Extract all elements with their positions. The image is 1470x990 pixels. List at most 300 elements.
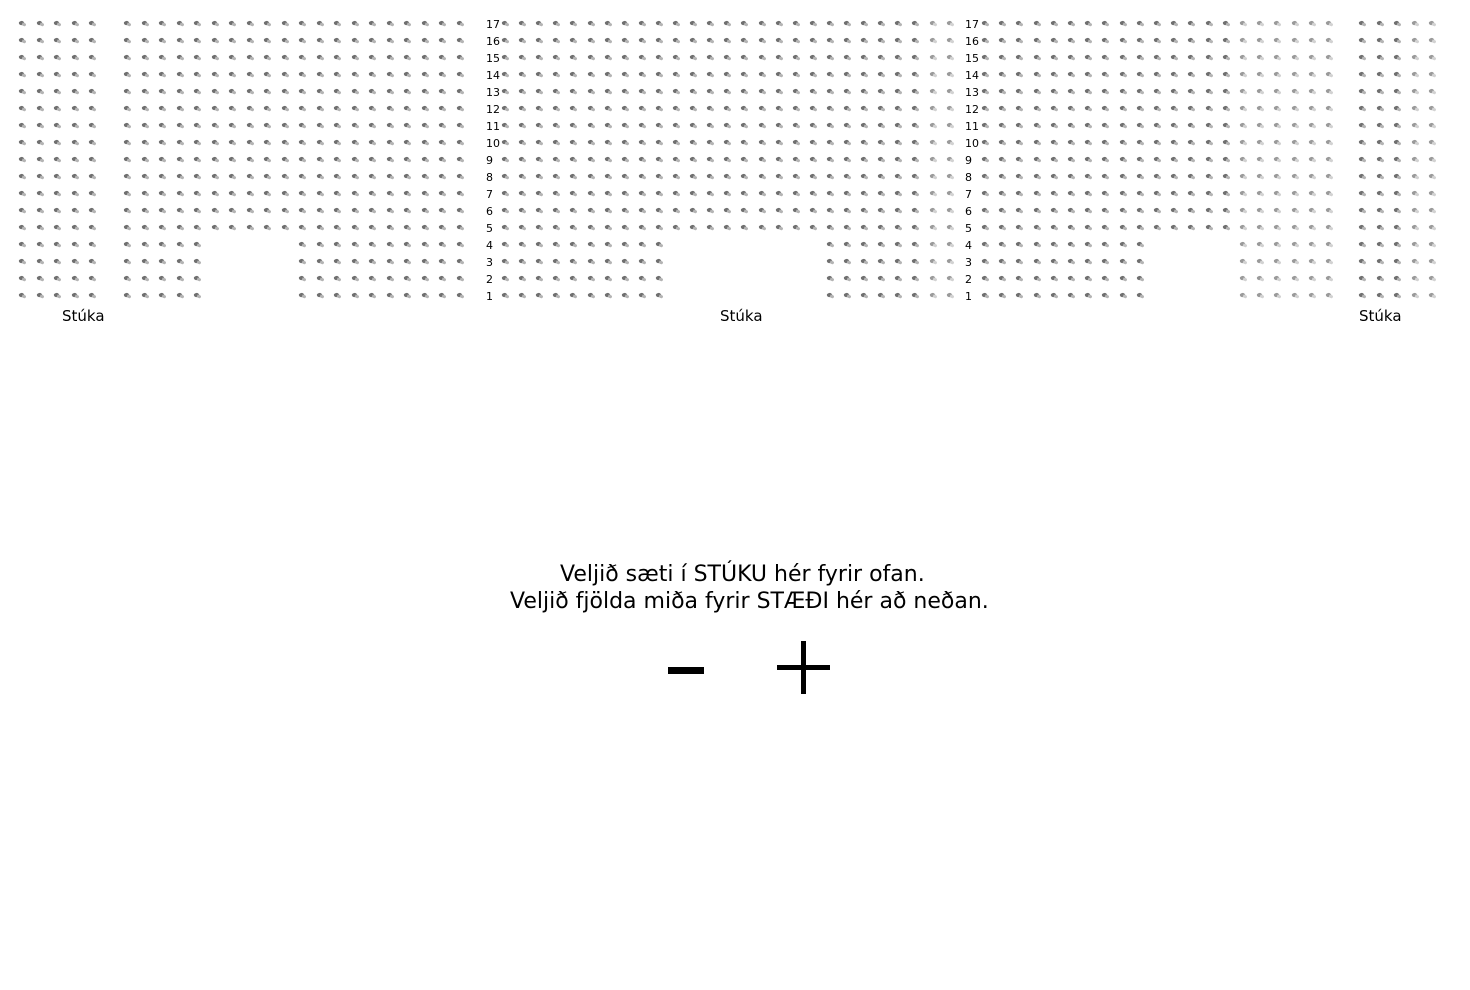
seat-button[interactable] xyxy=(280,154,291,165)
seat-button[interactable] xyxy=(1066,256,1077,267)
seat-button[interactable] xyxy=(1272,256,1283,267)
seat-button[interactable] xyxy=(910,188,921,199)
seat-button[interactable] xyxy=(455,18,466,29)
seat-button[interactable] xyxy=(757,86,768,97)
seat-button[interactable] xyxy=(705,120,716,131)
seat-button[interactable] xyxy=(791,86,802,97)
seat-button[interactable] xyxy=(192,69,203,80)
seat-button[interactable] xyxy=(1135,239,1146,250)
seat-button[interactable] xyxy=(332,188,343,199)
seat-button[interactable] xyxy=(534,18,545,29)
seat-button[interactable] xyxy=(210,86,221,97)
seat-button[interactable] xyxy=(157,205,168,216)
seat-button[interactable] xyxy=(175,52,186,63)
seat-button[interactable] xyxy=(1221,188,1232,199)
seat-button[interactable] xyxy=(122,137,133,148)
seat-button[interactable] xyxy=(227,35,238,46)
seat-button[interactable] xyxy=(910,137,921,148)
seat-button[interactable] xyxy=(192,256,203,267)
seat-button[interactable] xyxy=(1290,137,1301,148)
seat-button[interactable] xyxy=(297,273,308,284)
seat-button[interactable] xyxy=(1290,120,1301,131)
seat-button[interactable] xyxy=(385,103,396,114)
seat-button[interactable] xyxy=(315,290,326,301)
seat-button[interactable] xyxy=(437,256,448,267)
seat-button[interactable] xyxy=(1049,137,1060,148)
seat-button[interactable] xyxy=(52,86,63,97)
seat-button[interactable] xyxy=(1083,35,1094,46)
seat-button[interactable] xyxy=(140,120,151,131)
seat-button[interactable] xyxy=(705,188,716,199)
seat-button[interactable] xyxy=(17,154,28,165)
seat-button[interactable] xyxy=(688,120,699,131)
seat-button[interactable] xyxy=(910,222,921,233)
seat-button[interactable] xyxy=(774,171,785,182)
seat-button[interactable] xyxy=(245,69,256,80)
seat-button[interactable] xyxy=(1357,35,1368,46)
seat-button[interactable] xyxy=(1375,52,1386,63)
seat-button[interactable] xyxy=(671,52,682,63)
seat-button[interactable] xyxy=(437,171,448,182)
seat-button[interactable] xyxy=(332,86,343,97)
seat-button[interactable] xyxy=(52,35,63,46)
seat-button[interactable] xyxy=(1066,171,1077,182)
seat-button[interactable] xyxy=(1066,18,1077,29)
seat-button[interactable] xyxy=(87,154,98,165)
seat-button[interactable] xyxy=(757,188,768,199)
seat-button[interactable] xyxy=(517,86,528,97)
seat-button[interactable] xyxy=(87,205,98,216)
seat-button[interactable] xyxy=(586,35,597,46)
seat-button[interactable] xyxy=(928,137,939,148)
seat-button[interactable] xyxy=(1324,239,1335,250)
seat-button[interactable] xyxy=(1049,290,1060,301)
seat-button[interactable] xyxy=(997,18,1008,29)
seat-button[interactable] xyxy=(192,239,203,250)
seat-button[interactable] xyxy=(534,154,545,165)
seat-button[interactable] xyxy=(350,290,361,301)
seat-button[interactable] xyxy=(70,256,81,267)
seat-button[interactable] xyxy=(893,86,904,97)
seat-button[interactable] xyxy=(825,137,836,148)
seat-button[interactable] xyxy=(568,256,579,267)
seat-button[interactable] xyxy=(859,18,870,29)
seat-button[interactable] xyxy=(859,86,870,97)
seat-button[interactable] xyxy=(227,137,238,148)
seat-button[interactable] xyxy=(1375,69,1386,80)
seat-button[interactable] xyxy=(1204,188,1215,199)
seat-button[interactable] xyxy=(1410,222,1421,233)
seat-button[interactable] xyxy=(945,222,956,233)
seat-button[interactable] xyxy=(1032,120,1043,131)
seat-button[interactable] xyxy=(1255,222,1266,233)
seat-button[interactable] xyxy=(1032,290,1043,301)
seat-button[interactable] xyxy=(586,52,597,63)
seat-button[interactable] xyxy=(808,18,819,29)
seat-button[interactable] xyxy=(876,86,887,97)
seat-button[interactable] xyxy=(825,103,836,114)
seat-button[interactable] xyxy=(910,35,921,46)
seat-button[interactable] xyxy=(210,188,221,199)
seat-button[interactable] xyxy=(568,205,579,216)
seat-button[interactable] xyxy=(227,205,238,216)
seat-button[interactable] xyxy=(1238,86,1249,97)
seat-button[interactable] xyxy=(534,290,545,301)
seat-button[interactable] xyxy=(1307,86,1318,97)
seat-button[interactable] xyxy=(227,69,238,80)
seat-button[interactable] xyxy=(157,18,168,29)
seat-button[interactable] xyxy=(1238,222,1249,233)
seat-button[interactable] xyxy=(1255,86,1266,97)
seat-button[interactable] xyxy=(1272,239,1283,250)
seat-button[interactable] xyxy=(568,120,579,131)
seat-button[interactable] xyxy=(654,222,665,233)
seat-button[interactable] xyxy=(17,256,28,267)
seat-button[interactable] xyxy=(671,188,682,199)
seat-button[interactable] xyxy=(35,137,46,148)
seat-button[interactable] xyxy=(1049,69,1060,80)
seat-button[interactable] xyxy=(1290,18,1301,29)
seat-button[interactable] xyxy=(1357,239,1368,250)
seat-button[interactable] xyxy=(1014,137,1025,148)
seat-button[interactable] xyxy=(739,69,750,80)
seat-button[interactable] xyxy=(122,120,133,131)
seat-button[interactable] xyxy=(671,171,682,182)
seat-button[interactable] xyxy=(1118,18,1129,29)
seat-button[interactable] xyxy=(17,18,28,29)
seat-button[interactable] xyxy=(1169,18,1180,29)
seat-button[interactable] xyxy=(808,154,819,165)
seat-button[interactable] xyxy=(1186,154,1197,165)
seat-button[interactable] xyxy=(17,171,28,182)
seat-button[interactable] xyxy=(876,222,887,233)
seat-button[interactable] xyxy=(1375,103,1386,114)
seat-button[interactable] xyxy=(1135,35,1146,46)
seat-button[interactable] xyxy=(35,188,46,199)
seat-button[interactable] xyxy=(332,239,343,250)
seat-button[interactable] xyxy=(928,290,939,301)
seat-button[interactable] xyxy=(722,69,733,80)
seat-button[interactable] xyxy=(1410,239,1421,250)
seat-button[interactable] xyxy=(1221,69,1232,80)
seat-button[interactable] xyxy=(1324,137,1335,148)
seat-button[interactable] xyxy=(1410,137,1421,148)
seat-button[interactable] xyxy=(1221,52,1232,63)
seat-button[interactable] xyxy=(859,222,870,233)
seat-button[interactable] xyxy=(1255,18,1266,29)
seat-button[interactable] xyxy=(175,256,186,267)
seat-button[interactable] xyxy=(671,154,682,165)
seat-button[interactable] xyxy=(859,273,870,284)
seat-button[interactable] xyxy=(603,137,614,148)
seat-button[interactable] xyxy=(705,154,716,165)
seat-button[interactable] xyxy=(1083,205,1094,216)
seat-button[interactable] xyxy=(1324,222,1335,233)
seat-button[interactable] xyxy=(192,171,203,182)
seat-button[interactable] xyxy=(262,205,273,216)
seat-button[interactable] xyxy=(17,69,28,80)
seat-button[interactable] xyxy=(1066,290,1077,301)
seat-button[interactable] xyxy=(568,52,579,63)
seat-button[interactable] xyxy=(1272,290,1283,301)
seat-button[interactable] xyxy=(192,273,203,284)
seat-button[interactable] xyxy=(568,222,579,233)
seat-button[interactable] xyxy=(620,103,631,114)
seat-button[interactable] xyxy=(1204,154,1215,165)
seat-button[interactable] xyxy=(671,103,682,114)
seat-button[interactable] xyxy=(192,103,203,114)
seat-button[interactable] xyxy=(35,52,46,63)
seat-button[interactable] xyxy=(122,256,133,267)
seat-button[interactable] xyxy=(1100,86,1111,97)
seat-button[interactable] xyxy=(70,137,81,148)
seat-button[interactable] xyxy=(945,103,956,114)
seat-button[interactable] xyxy=(1375,35,1386,46)
seat-button[interactable] xyxy=(1204,171,1215,182)
seat-button[interactable] xyxy=(757,137,768,148)
seat-button[interactable] xyxy=(568,273,579,284)
seat-button[interactable] xyxy=(245,205,256,216)
seat-button[interactable] xyxy=(35,18,46,29)
seat-button[interactable] xyxy=(157,86,168,97)
seat-button[interactable] xyxy=(551,35,562,46)
seat-button[interactable] xyxy=(297,52,308,63)
seat-button[interactable] xyxy=(620,239,631,250)
seat-button[interactable] xyxy=(245,35,256,46)
seat-button[interactable] xyxy=(70,18,81,29)
seat-button[interactable] xyxy=(808,120,819,131)
seat-button[interactable] xyxy=(245,154,256,165)
seat-button[interactable] xyxy=(157,137,168,148)
seat-button[interactable] xyxy=(175,103,186,114)
seat-button[interactable] xyxy=(739,137,750,148)
seat-button[interactable] xyxy=(140,256,151,267)
seat-button[interactable] xyxy=(87,273,98,284)
seat-button[interactable] xyxy=(70,239,81,250)
seat-button[interactable] xyxy=(791,188,802,199)
seat-button[interactable] xyxy=(517,188,528,199)
seat-button[interactable] xyxy=(757,69,768,80)
seat-button[interactable] xyxy=(1066,86,1077,97)
seat-button[interactable] xyxy=(1221,171,1232,182)
seat-button[interactable] xyxy=(367,188,378,199)
seat-button[interactable] xyxy=(671,137,682,148)
seat-button[interactable] xyxy=(1118,239,1129,250)
seat-button[interactable] xyxy=(1307,154,1318,165)
seat-button[interactable] xyxy=(192,154,203,165)
seat-button[interactable] xyxy=(997,188,1008,199)
seat-button[interactable] xyxy=(1238,290,1249,301)
seat-button[interactable] xyxy=(705,86,716,97)
seat-button[interactable] xyxy=(35,103,46,114)
seat-button[interactable] xyxy=(367,86,378,97)
seat-button[interactable] xyxy=(654,290,665,301)
seat-button[interactable] xyxy=(928,256,939,267)
seat-button[interactable] xyxy=(688,18,699,29)
seat-button[interactable] xyxy=(586,86,597,97)
seat-button[interactable] xyxy=(859,120,870,131)
seat-button[interactable] xyxy=(654,35,665,46)
seat-button[interactable] xyxy=(603,154,614,165)
seat-button[interactable] xyxy=(1083,188,1094,199)
seat-button[interactable] xyxy=(534,273,545,284)
seat-button[interactable] xyxy=(315,256,326,267)
seat-button[interactable] xyxy=(175,69,186,80)
seat-button[interactable] xyxy=(1204,205,1215,216)
seat-button[interactable] xyxy=(1307,171,1318,182)
seat-button[interactable] xyxy=(876,120,887,131)
seat-button[interactable] xyxy=(1410,256,1421,267)
seat-button[interactable] xyxy=(1049,103,1060,114)
seat-button[interactable] xyxy=(332,154,343,165)
seat-button[interactable] xyxy=(722,154,733,165)
seat-button[interactable] xyxy=(1375,205,1386,216)
seat-button[interactable] xyxy=(35,35,46,46)
seat-button[interactable] xyxy=(315,18,326,29)
seat-button[interactable] xyxy=(1083,86,1094,97)
seat-button[interactable] xyxy=(87,86,98,97)
seat-button[interactable] xyxy=(1307,222,1318,233)
seat-button[interactable] xyxy=(1238,120,1249,131)
seat-button[interactable] xyxy=(945,86,956,97)
seat-button[interactable] xyxy=(385,205,396,216)
seat-button[interactable] xyxy=(654,86,665,97)
seat-button[interactable] xyxy=(1221,18,1232,29)
seat-button[interactable] xyxy=(1272,154,1283,165)
seat-button[interactable] xyxy=(620,69,631,80)
seat-button[interactable] xyxy=(876,205,887,216)
seat-button[interactable] xyxy=(70,171,81,182)
seat-button[interactable] xyxy=(1032,18,1043,29)
seat-button[interactable] xyxy=(192,188,203,199)
seat-button[interactable] xyxy=(280,171,291,182)
seat-button[interactable] xyxy=(280,52,291,63)
seat-button[interactable] xyxy=(1169,69,1180,80)
seat-button[interactable] xyxy=(859,103,870,114)
seat-button[interactable] xyxy=(1032,239,1043,250)
seat-button[interactable] xyxy=(1324,120,1335,131)
seat-button[interactable] xyxy=(385,120,396,131)
seat-button[interactable] xyxy=(722,35,733,46)
seat-button[interactable] xyxy=(893,290,904,301)
seat-button[interactable] xyxy=(791,154,802,165)
seat-button[interactable] xyxy=(997,154,1008,165)
seat-button[interactable] xyxy=(70,35,81,46)
seat-button[interactable] xyxy=(455,273,466,284)
seat-button[interactable] xyxy=(1392,239,1403,250)
seat-button[interactable] xyxy=(350,154,361,165)
seat-button[interactable] xyxy=(35,154,46,165)
seat-button[interactable] xyxy=(603,256,614,267)
seat-button[interactable] xyxy=(825,239,836,250)
seat-button[interactable] xyxy=(637,205,648,216)
seat-button[interactable] xyxy=(1221,222,1232,233)
seat-button[interactable] xyxy=(842,103,853,114)
seat-button[interactable] xyxy=(1290,222,1301,233)
seat-button[interactable] xyxy=(688,205,699,216)
seat-button[interactable] xyxy=(367,290,378,301)
seat-button[interactable] xyxy=(315,188,326,199)
seat-button[interactable] xyxy=(1392,273,1403,284)
seat-button[interactable] xyxy=(1186,205,1197,216)
seat-button[interactable] xyxy=(122,103,133,114)
seat-button[interactable] xyxy=(1083,290,1094,301)
seat-button[interactable] xyxy=(1032,137,1043,148)
seat-button[interactable] xyxy=(1290,154,1301,165)
seat-button[interactable] xyxy=(893,273,904,284)
seat-button[interactable] xyxy=(568,290,579,301)
seat-button[interactable] xyxy=(893,188,904,199)
seat-button[interactable] xyxy=(227,86,238,97)
seat-button[interactable] xyxy=(1100,256,1111,267)
seat-button[interactable] xyxy=(842,120,853,131)
seat-button[interactable] xyxy=(420,222,431,233)
seat-button[interactable] xyxy=(140,52,151,63)
seat-button[interactable] xyxy=(876,35,887,46)
seat-button[interactable] xyxy=(192,86,203,97)
seat-button[interactable] xyxy=(1186,171,1197,182)
seat-button[interactable] xyxy=(517,273,528,284)
seat-button[interactable] xyxy=(1032,86,1043,97)
seat-button[interactable] xyxy=(315,239,326,250)
seat-button[interactable] xyxy=(722,52,733,63)
seat-button[interactable] xyxy=(17,188,28,199)
seat-button[interactable] xyxy=(705,205,716,216)
seat-button[interactable] xyxy=(654,69,665,80)
seat-button[interactable] xyxy=(808,137,819,148)
seat-button[interactable] xyxy=(568,188,579,199)
seat-button[interactable] xyxy=(842,35,853,46)
seat-button[interactable] xyxy=(876,239,887,250)
seat-button[interactable] xyxy=(1255,154,1266,165)
seat-button[interactable] xyxy=(437,86,448,97)
seat-button[interactable] xyxy=(17,239,28,250)
seat-button[interactable] xyxy=(1290,188,1301,199)
seat-button[interactable] xyxy=(17,290,28,301)
seat-button[interactable] xyxy=(1100,222,1111,233)
seat-button[interactable] xyxy=(1186,188,1197,199)
seat-button[interactable] xyxy=(1066,137,1077,148)
seat-button[interactable] xyxy=(245,103,256,114)
seat-button[interactable] xyxy=(1272,69,1283,80)
seat-button[interactable] xyxy=(455,290,466,301)
seat-button[interactable] xyxy=(455,103,466,114)
seat-button[interactable] xyxy=(210,205,221,216)
seat-button[interactable] xyxy=(534,35,545,46)
seat-button[interactable] xyxy=(928,120,939,131)
seat-button[interactable] xyxy=(367,52,378,63)
seat-button[interactable] xyxy=(808,205,819,216)
seat-button[interactable] xyxy=(1014,290,1025,301)
seat-button[interactable] xyxy=(774,222,785,233)
seat-button[interactable] xyxy=(620,154,631,165)
seat-button[interactable] xyxy=(1100,239,1111,250)
seat-button[interactable] xyxy=(774,188,785,199)
seat-button[interactable] xyxy=(688,222,699,233)
seat-button[interactable] xyxy=(603,239,614,250)
seat-button[interactable] xyxy=(1014,188,1025,199)
seat-button[interactable] xyxy=(1427,86,1438,97)
seat-button[interactable] xyxy=(332,69,343,80)
seat-button[interactable] xyxy=(1204,69,1215,80)
seat-button[interactable] xyxy=(140,154,151,165)
seat-button[interactable] xyxy=(1392,18,1403,29)
seat-button[interactable] xyxy=(1324,52,1335,63)
seat-button[interactable] xyxy=(876,69,887,80)
seat-button[interactable] xyxy=(122,273,133,284)
seat-button[interactable] xyxy=(603,290,614,301)
seat-button[interactable] xyxy=(722,120,733,131)
